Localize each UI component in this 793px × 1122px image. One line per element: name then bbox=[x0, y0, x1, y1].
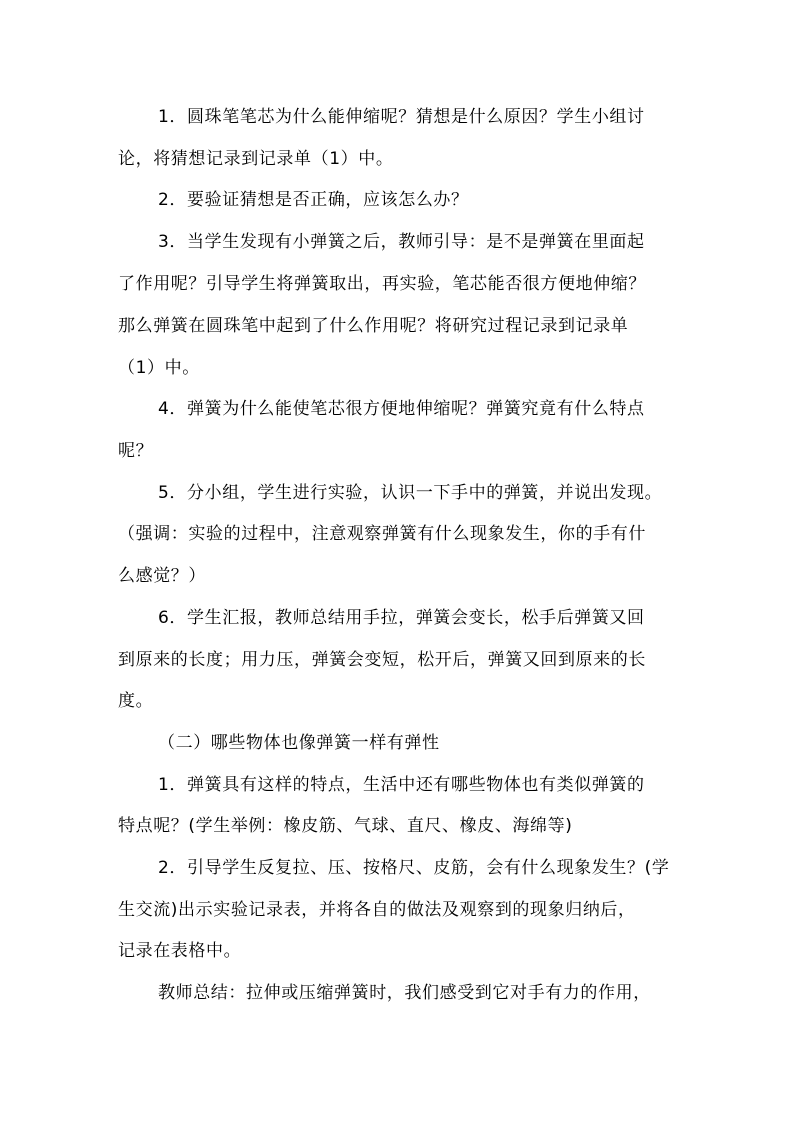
paragraph-8-line-2: 生交流)出示实验记录表，并将各自的做法及观察到的现象归纳后， bbox=[118, 900, 636, 920]
paragraph-4-line-2: 呢？ bbox=[118, 441, 154, 461]
paragraph-1-line-2: 论，将猜想记录到记录单（1）中。 bbox=[118, 149, 394, 169]
paragraph-2-line-1: 2．要验证猜想是否正确，应该怎么办？ bbox=[158, 190, 469, 210]
paragraph-6-line-3: 度。 bbox=[118, 691, 154, 711]
paragraph-6-line-1: 6．学生汇报，教师总结用手拉，弹簧会变长，松手后弹簧又回 bbox=[158, 608, 645, 628]
paragraph-9-line-1: 教师总结：拉伸或压缩弹簧时，我们感受到它对手有力的作用， bbox=[158, 983, 651, 1003]
paragraph-3-line-1: 3．当学生发现有小弹簧之后，教师引导：是不是弹簧在里面起 bbox=[158, 232, 645, 252]
paragraph-7-line-2: 特点呢？(学生举例：橡皮筋、气球、直尺、橡皮、海绵等) bbox=[118, 816, 573, 836]
section-heading-2: （二）哪些物体也像弹簧一样有弹性 bbox=[158, 733, 440, 753]
paragraph-8-line-1: 2．引导学生反复拉、压、按格尺、皮筋，会有什么现象发生？(学 bbox=[158, 858, 670, 878]
paragraph-4-line-1: 4．弹簧为什么能使笔芯很方便地伸缩呢？弹簧究竟有什么特点 bbox=[158, 399, 645, 419]
paragraph-8-line-3: 记录在表格中。 bbox=[118, 941, 242, 961]
paragraph-5-line-1: 5．分小组，学生进行实验，认识一下手中的弹簧，并说出发现。 bbox=[158, 483, 663, 503]
paragraph-3-line-3: 那么弹簧在圆珠笔中起到了什么作用呢？将研究过程记录到记录单 bbox=[118, 316, 629, 336]
paragraph-3-line-4: （1）中。 bbox=[118, 358, 200, 378]
paragraph-5-line-2: （强调：实验的过程中，注意观察弹簧有什么现象发生，你的手有什 bbox=[118, 524, 646, 544]
paragraph-7-line-1: 1．弹簧具有这样的特点，生活中还有哪些物体也有类似弹簧的 bbox=[158, 775, 645, 795]
paragraph-1-line-1: 1．圆珠笔笔芯为什么能伸缩呢？猜想是什么原因？学生小组讨 bbox=[158, 107, 645, 127]
paragraph-6-line-2: 到原来的长度；用力压，弹簧会变短，松开后，弹簧又回到原来的长 bbox=[118, 650, 646, 670]
paragraph-3-line-2: 了作用呢？引导学生将弹簧取出，再实验，笔芯能否很方便地伸缩？ bbox=[118, 274, 646, 294]
paragraph-5-line-3: 么感觉？） bbox=[118, 566, 206, 586]
